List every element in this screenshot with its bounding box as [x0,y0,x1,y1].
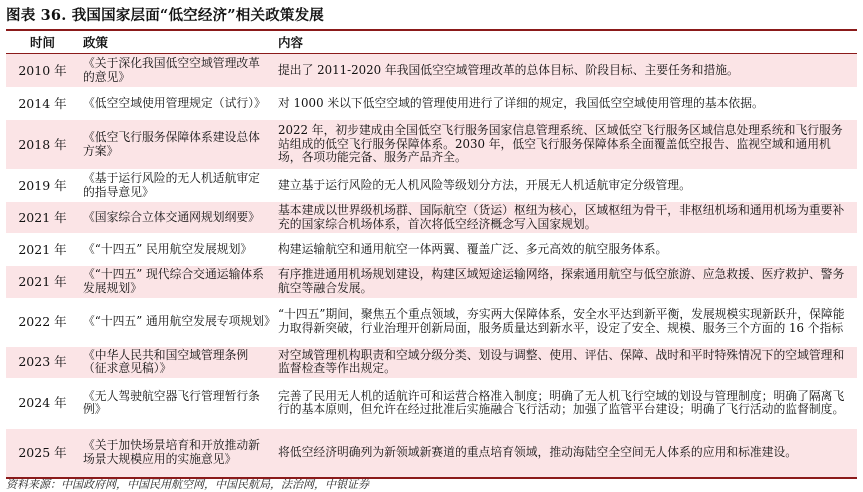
table-row [6,346,857,378]
row-content: 构建运输航空和通用航空一体两翼、覆盖广泛、多元高效的航空服务体系。 [274,234,857,266]
table-row [6,378,857,428]
row-content: 将低空经济明确列为新领域新赛道的重点培育领域，推动海陆空全空间无人体系的应用和标准建设。 [274,428,857,478]
table-row [6,298,857,346]
row-policy: 《“十四五” 民用航空发展规划》 [79,234,274,266]
table-row [6,428,857,478]
table-row [6,266,857,298]
row-content: 2022 年，初步建成由全国低空飞行服务国家信息管理系统、区域低空飞行服务区域信息处理系统和飞行服务站组成的低空飞行服务保障体系。2030 年，低空飞行服务保障体系全面覆盖低空报告、监视空域和通用机场，各项功能完备、服务产品齐全。 [274,120,857,170]
row-content: “十四五”期间，聚焦五个重点领域，夯实两大保障体系，安全水平达到新平衡，发展规模实现新跃升，保障能力取得新突破，行业治理开创新局面，服务质量达到新水平，设定了安全、规模、服务三个方面的 16 个指标 [274,298,857,346]
row-content: 对空域管理机构职责和空域分级分类、划设与调整、使用、评估、保障、战时和平时特殊情况下的空域管理和监督检查等作出规定。 [274,346,857,378]
row-content: 建立基于运行风险的无人机风险等级划分方法，开展无人机适航审定分级管理。 [274,170,857,202]
page-title: 图表 36. 我国国家层面“低空经济”相关政策发展 [6,7,325,24]
source-note: 资料来源：中国政府网，中国民用航空网，中国民航局，法治网，中银证券 [6,478,369,491]
table-row [6,88,857,120]
row-policy: 《关于加快场景培育和开放推动新场景大规模应用的实施意见》 [79,428,274,478]
table-header [6,30,857,54]
row-year: 2022 年 [6,298,79,346]
table-row [6,54,857,88]
row-policy: 《基于运行风险的无人机适航审定的指导意见》 [79,170,274,202]
row-year: 2019 年 [6,170,79,202]
row-year: 2025 年 [6,428,79,478]
row-content: 完善了民用无人机的适航许可和运营合格准入制度；明确了无人机飞行空域的划设与管理制度；明确了隔离飞行的基本原则，但允许在经过批准后实施融合飞行活动；加强了监管平台建设；明确了飞行活动的监督制度。 [274,378,857,428]
row-policy: 《“十四五” 现代综合交通运输体系发展规划》 [79,266,274,298]
row-year: 2023 年 [6,346,79,378]
row-content: 基本建成以世界级机场群、国际航空（货运）枢纽为核心，区域枢纽为骨干，非枢纽机场和通用机场为重要补充的国家综合机场体系，首次将低空经济概念写入国家规划。 [274,202,857,234]
row-policy: 《“十四五” 通用航空发展专项规划》 [79,298,274,346]
table-row [6,120,857,170]
table-row [6,170,857,202]
header-content: 内容 [278,35,304,50]
row-policy: 《低空飞行服务保障体系建设总体方案》 [79,120,274,170]
row-policy: 《关于深化我国低空空域管理改革的意见》 [79,54,274,88]
row-year: 2014 年 [6,88,79,120]
table-row [6,202,857,234]
row-policy: 《中华人民共和国空域管理条例（征求意见稿）》 [79,346,274,378]
row-year: 2010 年 [6,54,79,88]
policy-table [6,29,857,479]
table-row [6,234,857,266]
row-content: 对 1000 米以下低空空域的管理使用进行了详细的规定，我国低空空域使用管理的基本依据。 [274,88,857,120]
row-year: 2021 年 [6,202,79,234]
row-content: 提出了 2011-2020 年我国低空空域管理改革的总体目标、阶段目标、主要任务和措施。 [274,54,857,88]
row-content: 有序推进通用机场规划建设，构建区域短途运输网络，探索通用航空与低空旅游、应急救援、医疗救护、警务航空等融合发展。 [274,266,857,298]
row-policy: 《国家综合立体交通网规划纲要》 [79,202,274,234]
header-time: 时间 [29,35,55,50]
header-policy: 政策 [83,35,109,50]
row-year: 2024 年 [6,378,79,428]
row-year: 2021 年 [6,266,79,298]
row-year: 2021 年 [6,234,79,266]
row-policy: 《低空空域使用管理规定（试行）》 [79,88,274,120]
row-year: 2018 年 [6,120,79,170]
row-policy: 《无人驾驶航空器飞行管理暂行条例》 [79,378,274,428]
